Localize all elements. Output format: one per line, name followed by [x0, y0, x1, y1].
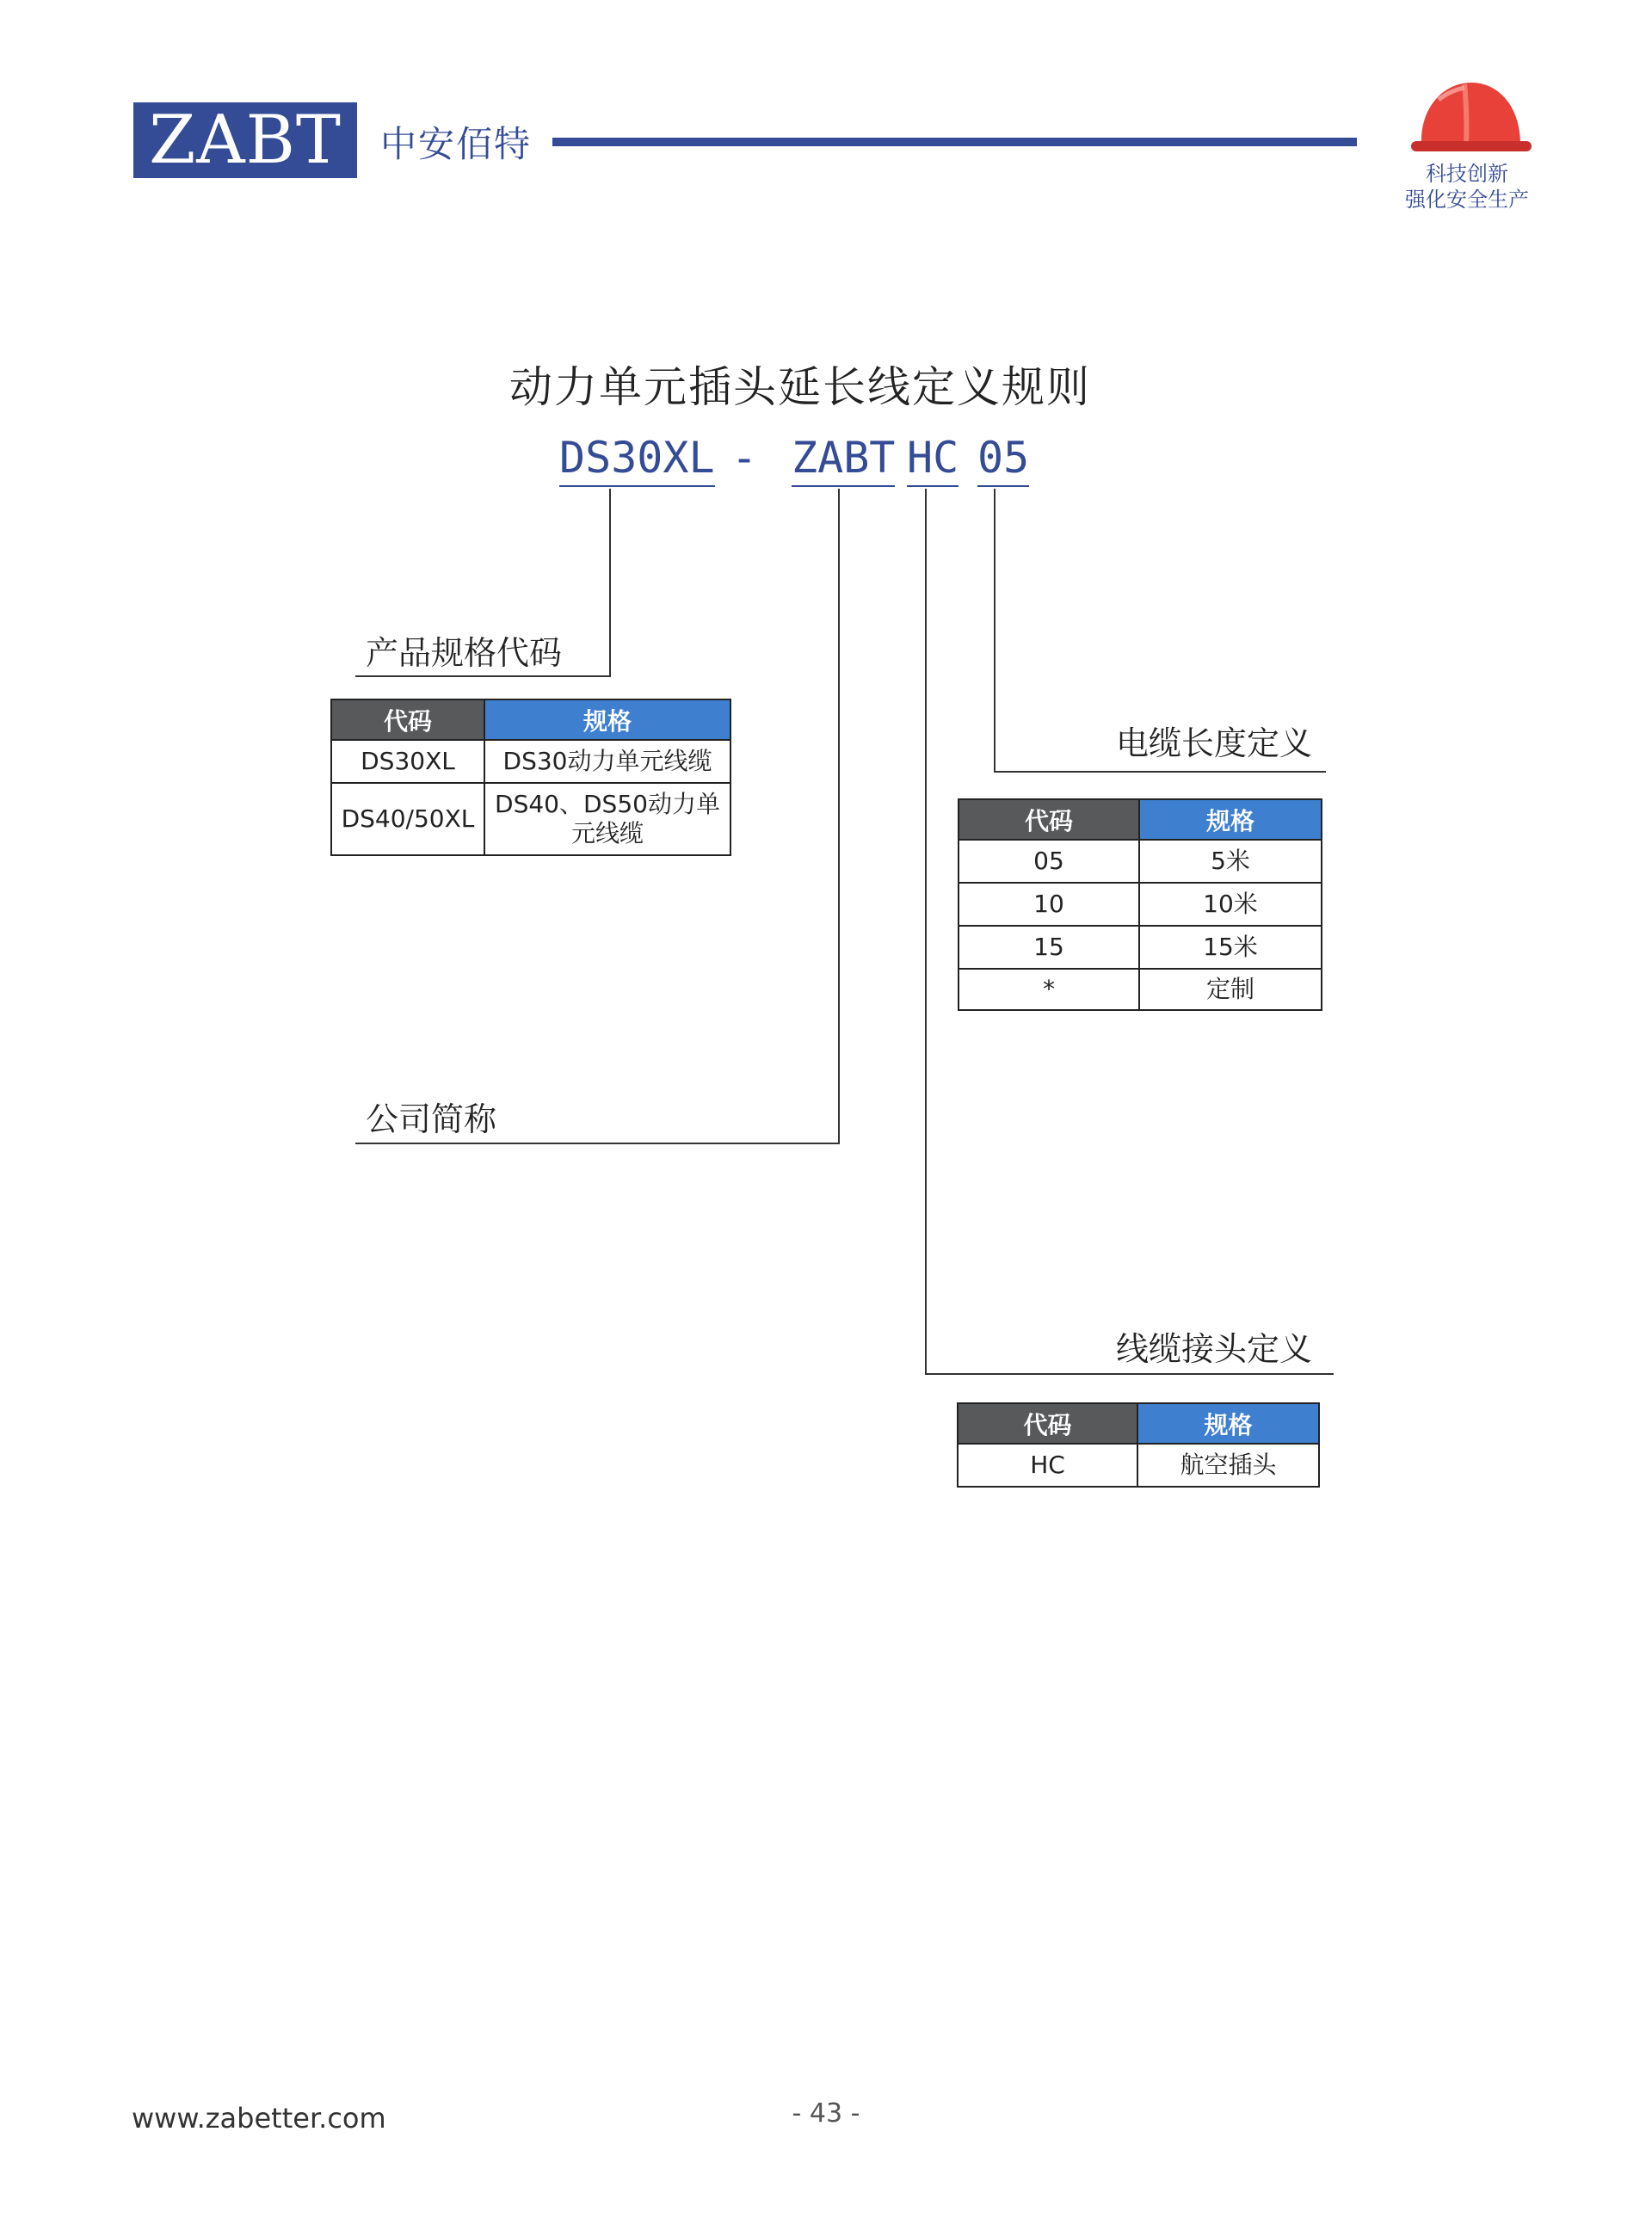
- cable-length-table: [958, 798, 1322, 1011]
- table-row: [959, 969, 1322, 1010]
- table-cell-code: DS30XL: [331, 740, 484, 783]
- cable-connector-label: 线缆接头定义: [1116, 1330, 1313, 1368]
- table-cell-code: DS40/50XL: [331, 783, 484, 855]
- table-row: [959, 840, 1322, 883]
- leader-line-length-vertical: [994, 489, 996, 773]
- table-header-spec: 规格: [484, 699, 730, 740]
- table-cell-code: 10: [959, 883, 1139, 926]
- table-row: [331, 783, 730, 855]
- company-logo: ZABT: [133, 102, 357, 178]
- safety-helmet-icon: [1404, 74, 1533, 160]
- table-header-spec: 规格: [1139, 799, 1322, 840]
- code-segment-company: ZABT: [792, 432, 895, 487]
- table-cell-spec: 15米: [1139, 926, 1322, 969]
- leader-line-connector-vertical: [925, 489, 927, 1375]
- table-row: [958, 1444, 1319, 1487]
- header-divider: [552, 138, 1357, 146]
- slogan-line-1: 科技创新: [1426, 162, 1508, 186]
- table-header-code: 代码: [331, 699, 484, 740]
- page-title: 动力单元插头延长线定义规则: [509, 362, 1091, 412]
- table-cell-spec: 10米: [1139, 883, 1322, 926]
- table-row: [959, 883, 1322, 926]
- slogan-line-2: 强化安全生产: [1405, 188, 1529, 212]
- cable-length-label: 电缆长度定义: [1116, 724, 1313, 762]
- table-cell-spec: 定制: [1139, 969, 1322, 1010]
- table-cell-code: HC: [958, 1444, 1137, 1487]
- code-segment-length: 05: [977, 432, 1029, 487]
- company-name: 中安佰特: [380, 123, 533, 165]
- page-number: - 43 -: [792, 2098, 860, 2129]
- leader-line-length-horizontal: [994, 771, 1326, 773]
- cable-connector-table: [957, 1402, 1320, 1488]
- table-cell-spec: DS40、DS50动力单元线缆: [484, 783, 730, 855]
- table-cell-spec: 航空插头: [1137, 1444, 1319, 1487]
- table-cell-code: 15: [959, 926, 1139, 969]
- code-segment-product: DS30XL: [559, 432, 715, 487]
- footer-website: www.zabetter.com: [132, 2102, 386, 2135]
- company-abbr-label: 公司简称: [366, 1100, 497, 1138]
- table-row: [331, 740, 730, 783]
- leader-line-company-horizontal: [355, 1143, 840, 1144]
- leader-line-connector-horizontal: [925, 1373, 1334, 1375]
- code-segment-connector: HC: [907, 432, 959, 487]
- table-header-code: 代码: [958, 1403, 1137, 1444]
- product-spec-code-label: 产品规格代码: [366, 634, 563, 672]
- table-row: [959, 926, 1322, 969]
- table-header-code: 代码: [959, 799, 1139, 840]
- leader-line-product-horizontal: [355, 675, 611, 677]
- table-header-spec: 规格: [1137, 1403, 1319, 1444]
- table-cell-spec: DS30动力单元线缆: [484, 740, 730, 783]
- leader-line-product-vertical: [609, 489, 611, 676]
- code-segment-dash: -: [731, 433, 758, 483]
- table-cell-code: *: [959, 969, 1139, 1010]
- leader-line-company-vertical: [838, 489, 840, 1144]
- table-cell-code: 05: [959, 840, 1139, 883]
- product-spec-table: [330, 699, 731, 856]
- table-cell-spec: 5米: [1139, 840, 1322, 883]
